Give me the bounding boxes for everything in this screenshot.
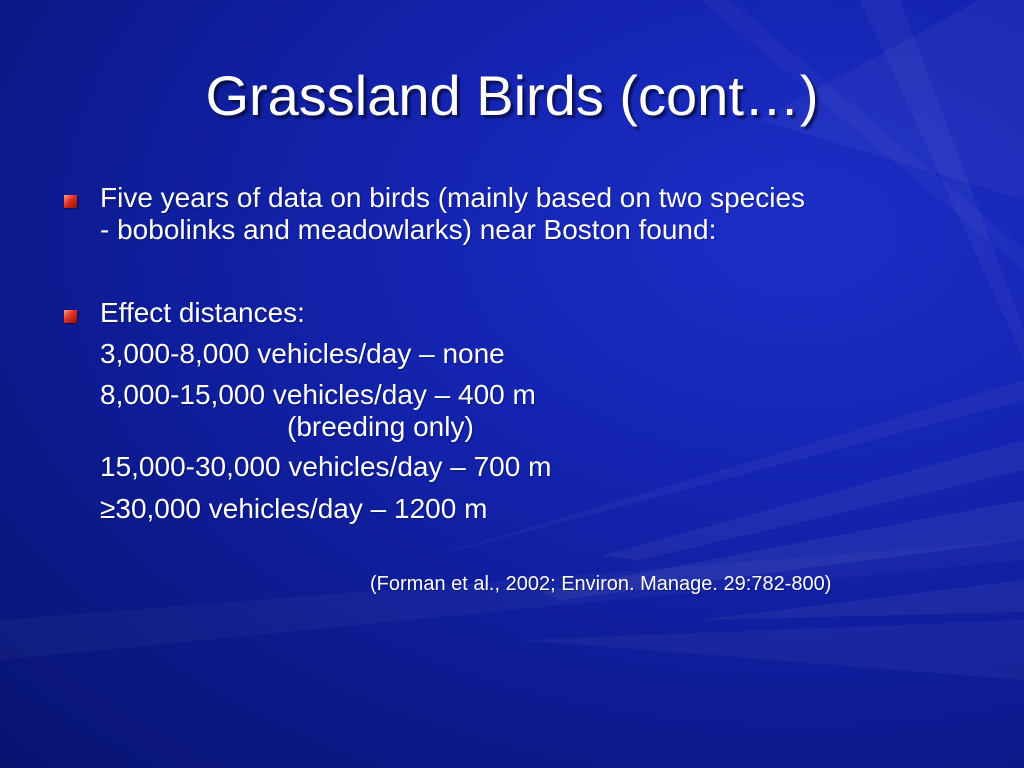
slide-title: Grassland Birds (cont…) [205,64,819,127]
citation: (Forman et al., 2002; Environ. Manage. 29:782-800) [370,573,832,595]
bullet-1-line-1: Five years of data on birds (mainly based on two species [100,182,806,213]
effect-distance-item: 15,000-30,000 vehicles/day – 700 m [100,451,552,482]
square-bullet-icon [64,310,77,323]
effect-distance-item: 8,000-15,000 vehicles/day – 400 m [100,379,536,410]
effect-distance-item: ≥30,000 vehicles/day – 1200 m [100,493,488,524]
square-bullet-icon [64,195,77,208]
bullet-2-line-1: Effect distances: [100,297,305,328]
effect-distance-item: 3,000-8,000 vehicles/day – none [100,338,505,369]
bullet-1-line-2: - bobolinks and meadowlarks) near Boston found: [100,214,717,245]
effect-distance-note: (breeding only) [287,411,474,442]
